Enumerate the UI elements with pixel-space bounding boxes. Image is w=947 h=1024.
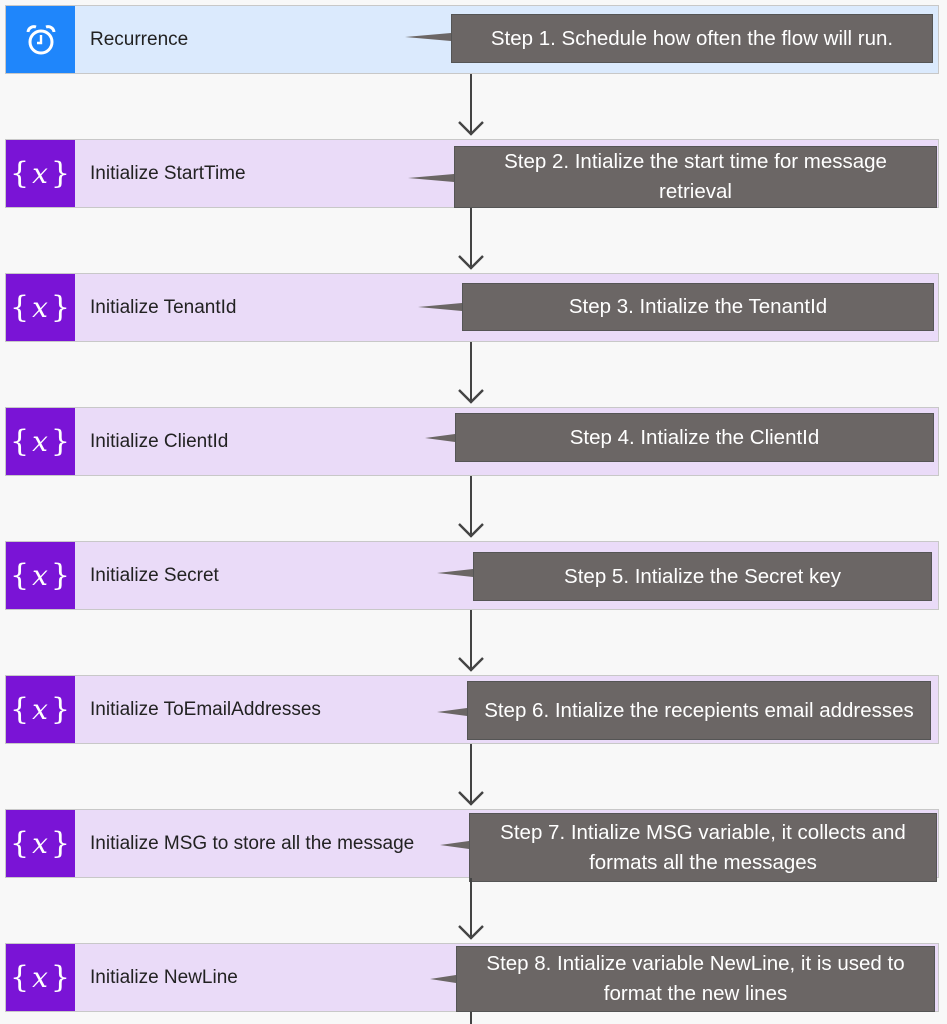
step-callout: Step 8. Intialize variable NewLine, it is used to format the new lines xyxy=(456,946,935,1012)
variable-icon: {x} xyxy=(6,676,75,743)
card-title: Initialize StartTime xyxy=(90,162,246,184)
card-title: Initialize NewLine xyxy=(90,966,238,988)
connector-arrow xyxy=(462,610,480,671)
card-title: Initialize TenantId xyxy=(90,296,237,318)
callout-pointer xyxy=(425,434,455,442)
variable-icon: {x} xyxy=(6,408,75,475)
connector-line xyxy=(462,1012,480,1024)
step-callout: Step 1. Schedule how often the flow will run. xyxy=(451,14,933,63)
callout-pointer xyxy=(440,841,469,849)
card-title: Initialize ToEmailAddresses xyxy=(90,698,321,720)
variable-icon: {x} xyxy=(6,140,75,207)
connector-arrow xyxy=(462,878,480,939)
connector-arrow xyxy=(462,476,480,537)
connector-arrow xyxy=(462,208,480,269)
callout-pointer xyxy=(418,303,462,311)
variable-icon: {x} xyxy=(6,542,75,609)
step-callout: Step 3. Intialize the TenantId xyxy=(462,283,934,331)
connector-arrow xyxy=(462,744,480,805)
variable-icon: {x} xyxy=(6,944,75,1011)
step-callout: Step 6. Intialize the recepients email addresses xyxy=(467,681,931,740)
step-callout: Step 5. Intialize the Secret key xyxy=(473,552,932,601)
card-title: Initialize MSG to store all the message xyxy=(90,832,415,854)
card-title: Initialize Secret xyxy=(90,564,219,586)
callout-pointer xyxy=(408,174,454,182)
card-title: Recurrence xyxy=(90,28,189,50)
callout-pointer xyxy=(405,33,451,41)
variable-icon: {x} xyxy=(6,810,75,877)
connector-arrow xyxy=(462,74,480,135)
step-callout: Step 7. Intialize MSG variable, it collects and formats all the messages xyxy=(469,813,937,882)
callout-pointer xyxy=(437,569,473,577)
step-callout: Step 4. Intialize the ClientId xyxy=(455,413,934,462)
variable-icon: {x} xyxy=(6,274,75,341)
step-callout: Step 2. Intialize the start time for message retrieval xyxy=(454,146,937,208)
alarm-clock-icon xyxy=(6,6,75,73)
callout-pointer xyxy=(437,708,467,716)
card-title: Initialize ClientId xyxy=(90,430,229,452)
callout-pointer xyxy=(430,975,456,983)
connector-arrow xyxy=(462,342,480,403)
